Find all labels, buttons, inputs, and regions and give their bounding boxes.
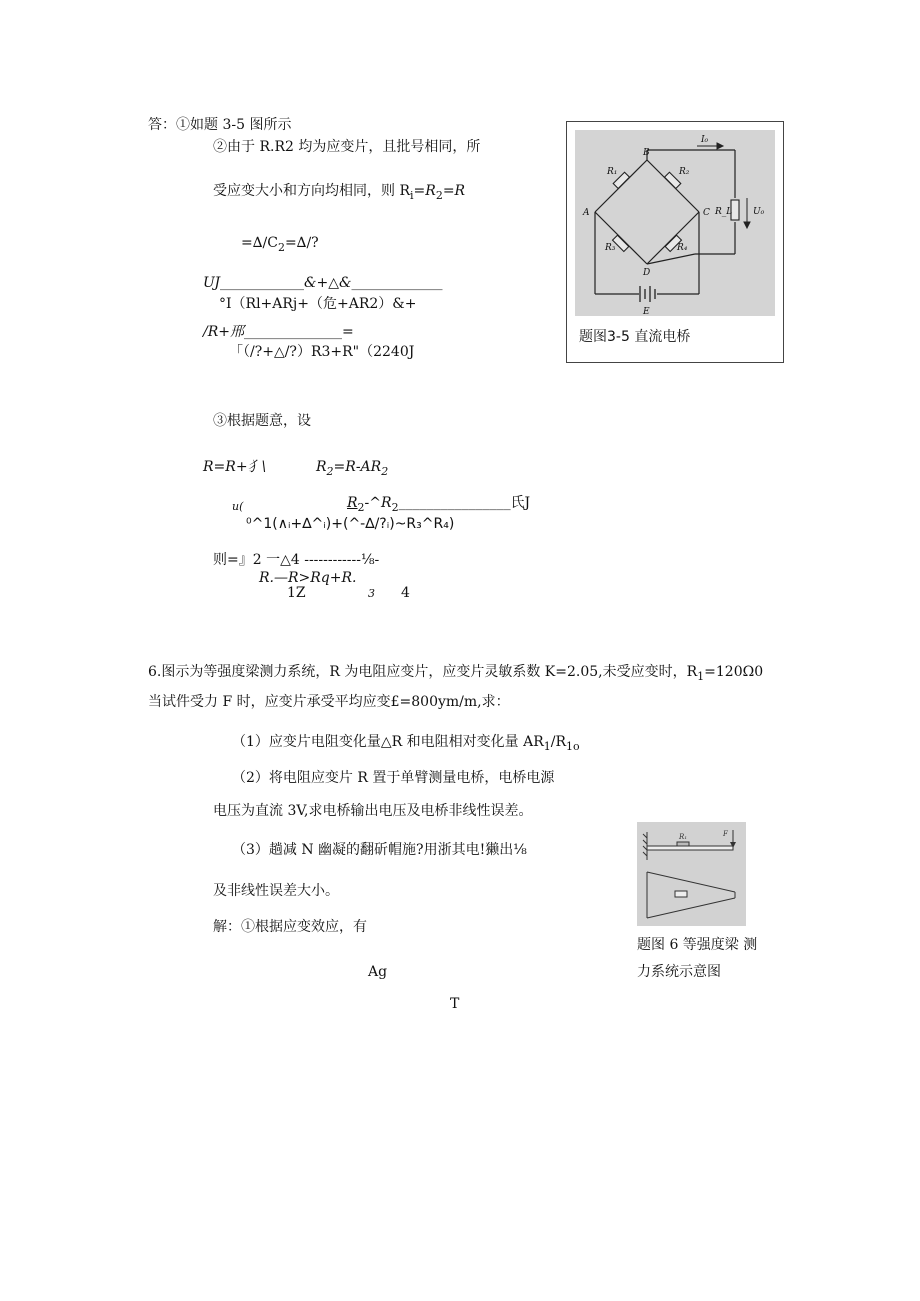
question-2-line-1: （2）将电阻应变片 R 置于单臂测量电桥，电桥电源 (232, 770, 555, 786)
answer-line-2: ②由于 R.R2 均为应变片，且批号相同，所 (213, 139, 481, 155)
question-1: （1）应变片电阻变化量△R 和电阻相对变化量 $AR_1/R_{1o}$ (232, 734, 580, 753)
figure-35-caption: 题图3-5 直流电桥 (579, 329, 691, 345)
beam-label-r1: R₁ (679, 833, 688, 841)
figure-equal-strength-beam (637, 822, 746, 926)
formula-line-15c: 4 (401, 585, 410, 601)
answer-line-1: 答：①如题 3-5 图所示 (148, 117, 292, 133)
answer-line-4: $=\Delta∕C_2=\Delta∕$? (241, 235, 319, 254)
figure-6-caption-line-1: 题图 6 等强度梁 测 (637, 937, 758, 953)
formula-t: T (450, 996, 460, 1012)
formula-line-11a: u( (232, 500, 244, 513)
current-label-i0: I₀ (701, 135, 709, 145)
resistor-label-r4: R₄ (677, 243, 688, 253)
resistor-label-rl: R_L (715, 207, 733, 217)
formula-line-6: °I（Rl+ARj+（危+AR2）&+ (219, 296, 417, 312)
question-2-line-2: 电压为直流 3V,求电桥输出电压及电桥非线性误差。 (213, 803, 533, 819)
node-label-d: D (643, 268, 651, 278)
formula-line-15a: 1Z (287, 585, 306, 601)
formula-ag: Ag (368, 964, 388, 980)
problem-6-line-2: 当试件受力 F 时，应变片承受平均应变£=800ym/m,求： (148, 694, 510, 710)
formula-line-7: /R+邢______________= (203, 324, 354, 340)
node-label-a: A (583, 208, 590, 218)
beam-label-f: F (723, 830, 728, 838)
voltage-label-u0: U₀ (753, 207, 765, 217)
answer-line-9: ③根据题意，设 (213, 413, 311, 429)
node-label-c: C (703, 208, 710, 218)
beam-diagram (637, 822, 746, 926)
node-label-e: E (643, 307, 650, 317)
resistor-label-r2: R₂ (679, 167, 690, 177)
resistor-label-r3: R₃ (605, 243, 616, 253)
figure-dc-bridge (566, 121, 784, 363)
figure-6-caption-line-2: 力系统示意图 (637, 964, 721, 980)
node-label-b: B (643, 148, 650, 158)
formula-line-10a: R=R+犭\ (203, 459, 267, 475)
question-3-line-1: （3）趟减 N 幽凝的翻斫帽施?用浙其电!獭出⅛ (232, 842, 527, 858)
problem-6-line-1: 6.图示为等强度梁测力系统，R 为电阻应变片，应变片灵敏系数 K=2.05,未受应变时，$R_1=120\Omega 0$ (148, 664, 764, 683)
solution-line: 解：①根据应变效应，有 (213, 919, 367, 935)
resistor-label-r1: R₁ (607, 167, 618, 177)
formula-line-8: 「（/?+△/?）R3+R"（2240J (229, 344, 415, 360)
formula-line-5: UJ____________&+△&_____________ (203, 275, 443, 291)
formula-line-13: 则=』2 一△4 ------------⅛- (213, 552, 380, 568)
formula-line-15b: 3 (368, 587, 375, 600)
formula-line-10b: $R_2=R-AR_2$ (316, 459, 389, 478)
formula-line-12: ⁰^1(∧ᵢ+∆^ᵢ)+(^-∆/?ᵢ)~R₃^R₄) (246, 516, 455, 532)
formula-line-14: R.—R>Rq+R. (259, 570, 357, 586)
answer-line-3: 受应变大小和方向均相同，则 $R_i=R_2=R$ (213, 183, 466, 202)
formula-line-11b: $R_2-\^{}R_2\_\_\_\_\_\_\_\_\_\_\_\_\_\_\_\_$氏J (347, 495, 531, 514)
question-3-line-2: 及非线性误差大小。 (213, 883, 339, 899)
